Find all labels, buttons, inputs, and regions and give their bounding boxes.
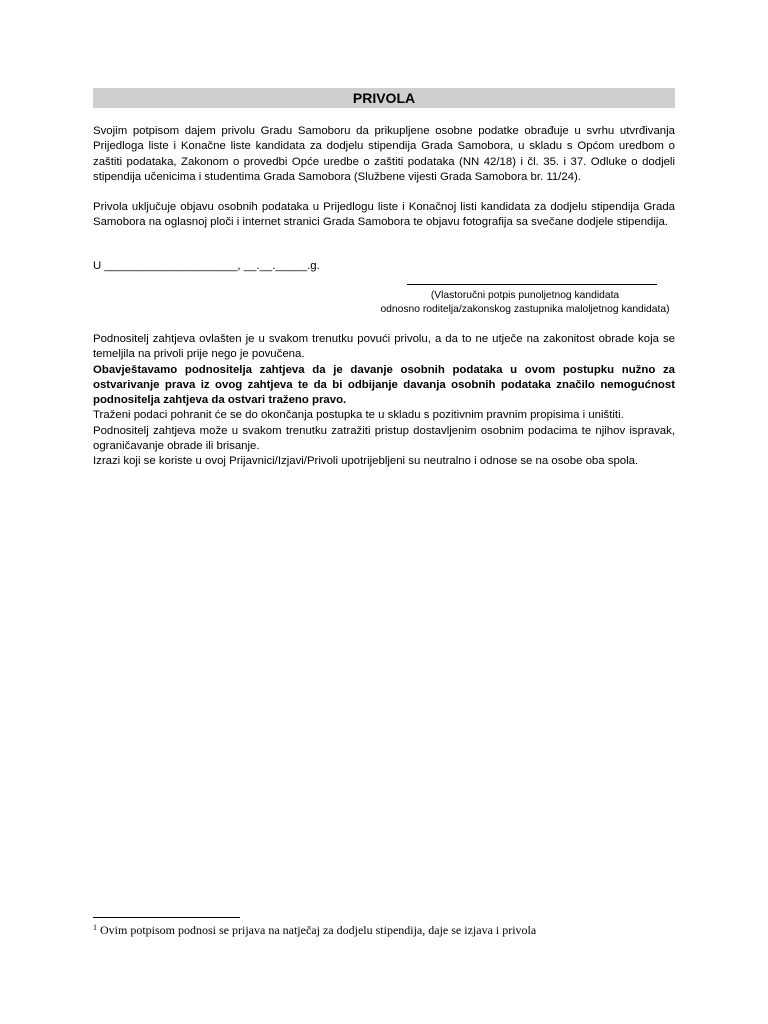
retention-notice: Traženi podaci pohranit će se do okončanja postupka te u skladu s pozitivnim pravnim propisima i uništiti.: [93, 409, 624, 422]
withdrawal-notice: Podnositelj zahtjeva ovlašten je u svakom trenutku povući privolu, a da to ne utječe na zakonitost obrade koja se temeljila na privoli prije nego je povučena.: [93, 333, 675, 361]
publication-consent-paragraph: Privola uključuje objavu osobnih podataka u Prijedlogu liste i Konačnoj listi kandidata za dodjelu stipendija Grada Samobora na oglasnoj ploči i internet stranici Grada Samobora te objavu fotografija sa svečane dodjele stipendija.: [93, 201, 675, 229]
footnote-separator: [93, 917, 240, 918]
footnote: [93, 920, 536, 938]
signature-caption-line-1: (Vlastoručni potpis punoljetnog kandidata: [430, 290, 620, 301]
document-title: PRIVOLA: [93, 88, 675, 108]
mandatory-data-notice: Obavještavamo podnositelja zahtjeva da je davanje osobnih podataka u ovom postupku nužno za ostvarivanje prava iz ovog zahtjeva te da bi odbijanje davanja osobnih podataka značilo nemogućnost podnositelja zahtjeva da ostvari traženo pravo.: [93, 363, 675, 407]
access-rights-notice: Podnositelj zahtjeva može u svakom trenutku zatražiti pristup dostavljenim osobnim podacima te njihov ispravak, ograničavanje obrade ili brisanje.: [93, 424, 675, 453]
place-date-line: U _____________________, __.__._____.g.: [93, 260, 320, 272]
consent-paragraph: Svojim potpisom dajem privolu Gradu Samoboru da prikupljene osobne podatke obrađuje u svrhu utvrđivanja Prijedloga liste i Konačne liste kandidata za dodjelu stipendija Grada Samobora, u skladu s Općom uredbom o zaštiti podataka, Zakonom o provedbi Opće uredbe o zaštiti podataka (NN 42/18) i čl. 35. i 37. Odluke o dodjeli stipendija učenicima i studentima Grada Samobora (Službene vijesti Grada Samobora br. 11/24).: [93, 125, 675, 183]
footnote-marker: 1: [93, 923, 97, 932]
signature-caption: [360, 289, 690, 317]
notice-block: [93, 332, 675, 470]
signature-caption-line-2: odnosno roditelja/zakonskog zastupnika maloljetnog kandidata): [380, 304, 670, 315]
footnote-text: Ovim potpisom podnosi se prijava na natječaj za dodjelu stipendija, daje se izjava i privola: [100, 923, 537, 937]
gender-neutral-notice: Izrazi koji se koriste u ovoj Prijavnici/Izjavi/Privoli upotrijebljeni su neutralno i odnose se na osobe oba spola.: [93, 455, 639, 468]
signature-line: [407, 284, 657, 285]
